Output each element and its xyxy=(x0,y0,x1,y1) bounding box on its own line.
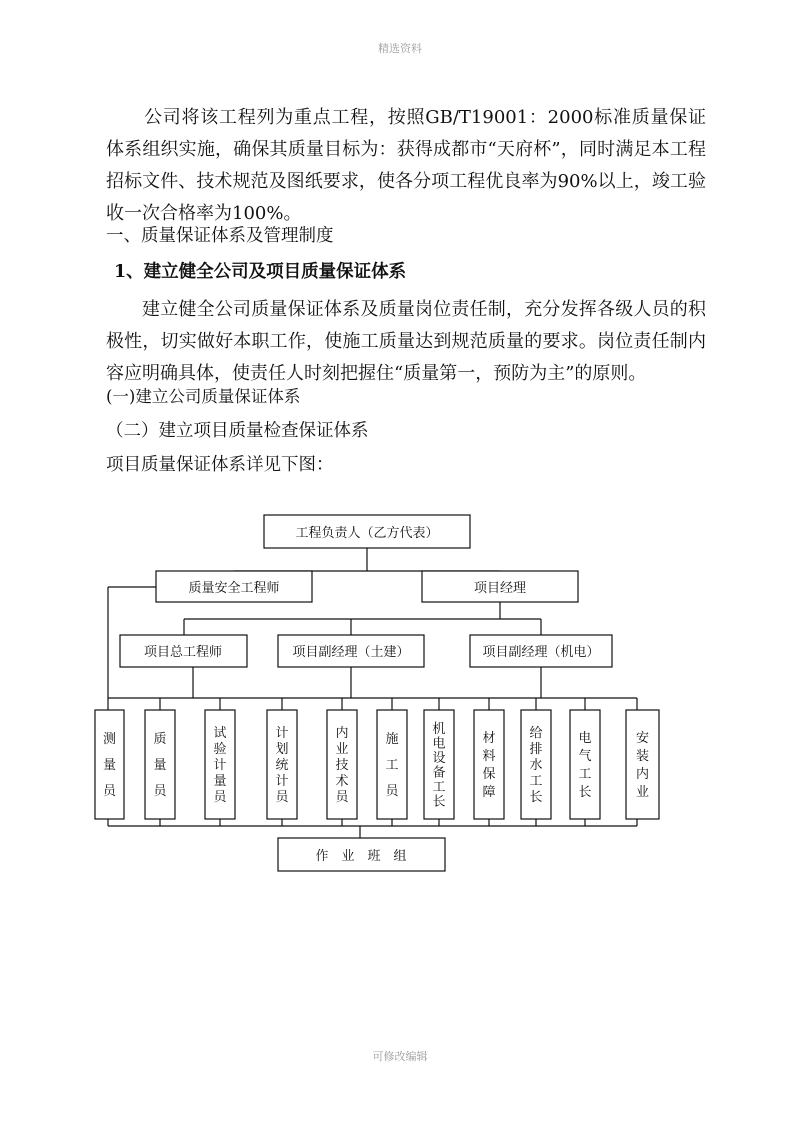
org-staff-char: 长 xyxy=(529,790,543,805)
footer-note: 可修改编辑 xyxy=(372,1050,428,1063)
org-staff-char: 业 xyxy=(635,785,650,800)
org-staff-char: 员 xyxy=(153,784,167,799)
org-node-work-team-label: 作 业 班 组 xyxy=(315,849,407,864)
org-staff-char: 质 xyxy=(153,732,167,747)
sub-heading-company: (一)建立公司质量保证体系 xyxy=(106,387,301,406)
org-staff-char: 统 xyxy=(275,758,289,773)
org-staff-char: 机 xyxy=(432,721,446,737)
org-staff-char: 电 xyxy=(578,731,592,746)
org-node-quality-engineer-label: 质量安全工程师 xyxy=(188,581,280,596)
org-node-chief-engineer xyxy=(120,635,247,667)
sub-heading-project: （二）建立项目质量检查保证体系 xyxy=(106,421,369,441)
org-staff-char: 保 xyxy=(482,767,496,782)
org-node-deputy-civil xyxy=(278,635,424,667)
org-staff-row xyxy=(95,710,659,819)
org-node-deputy-mep xyxy=(470,635,612,667)
org-staff-char: 长 xyxy=(432,794,446,810)
org-staff-char: 技 xyxy=(335,758,349,773)
org-node-deputy-mep-label: 项目副经理（机电） xyxy=(482,645,600,660)
org-staff-char: 材 xyxy=(482,731,496,746)
subsection-heading: 1、建立健全公司及项目质量保证体系 xyxy=(114,262,407,282)
section-heading: 一、质量保证体系及管理制度 xyxy=(106,226,334,246)
org-staff-char: 测 xyxy=(102,732,117,747)
org-node-top-label: 工程负责人（乙方代表） xyxy=(295,526,439,541)
org-node-project-manager-label: 项目经理 xyxy=(473,581,527,596)
org-staff-labels xyxy=(103,721,649,810)
org-staff-char: 内 xyxy=(335,726,349,741)
org-staff-char: 量 xyxy=(153,758,167,773)
org-staff-char: 试 xyxy=(213,726,227,741)
org-staff-char: 施 xyxy=(385,732,399,747)
org-staff-char: 划 xyxy=(275,742,289,757)
org-node-top xyxy=(264,515,470,548)
org-node-deputy-civil-label: 项目副经理（土建） xyxy=(292,645,410,660)
org-node-chief-engineer-label: 项目总工程师 xyxy=(143,645,223,660)
org-staff-char: 装 xyxy=(635,749,650,764)
org-node-project-manager xyxy=(422,571,578,602)
org-staff-char: 障 xyxy=(482,785,496,800)
org-staff-char: 气 xyxy=(578,749,592,764)
org-staff-char: 安 xyxy=(635,731,650,746)
system-paragraph: 建立健全公司质量保证体系及质量岗位责任制，充分发挥各级人员的积极性，切实做好本职工作，使施工质量达到规范质量的要求。岗位责任制内容应明确具体，使责任人时刻把握住“质量第一，预防为主”的原则。 xyxy=(106,299,706,384)
org-staff-char: 业 xyxy=(335,742,349,757)
org-staff-char: 计 xyxy=(275,726,289,741)
org-staff-char: 工 xyxy=(529,774,543,789)
org-staff-char: 给 xyxy=(529,726,543,741)
org-staff-char: 计 xyxy=(213,758,227,773)
org-staff-char: 料 xyxy=(482,749,496,764)
org-staff-char: 设 xyxy=(432,750,446,766)
intro-paragraph: 公司将该工程列为重点工程，按照GB/T19001：2000标准质量保证体系组织实施，确保其质量目标为：获得成都市“天府杯”，同时满足本工程招标文件、技术规范及图纸要求，使各分项工程优良率为90%以上，竣工验收一次合格率为100%。 xyxy=(106,107,706,224)
org-staff-char: 计 xyxy=(275,774,289,789)
org-node-quality-engineer xyxy=(156,571,312,602)
org-staff-char: 长 xyxy=(578,785,592,800)
org-node-work-team xyxy=(278,838,445,871)
org-staff-char: 员 xyxy=(275,790,289,805)
header-watermark: 精选资料 xyxy=(378,42,422,55)
chart-intro: 项目质量保证体系详见下图： xyxy=(106,455,334,475)
org-staff-char: 员 xyxy=(102,784,117,799)
org-staff-char: 量 xyxy=(102,758,117,773)
org-staff-char: 工 xyxy=(432,779,446,795)
org-staff-char: 备 xyxy=(432,765,446,781)
org-staff-char: 水 xyxy=(529,758,543,773)
org-staff-char: 验 xyxy=(213,742,227,757)
org-staff-char: 工 xyxy=(578,767,592,782)
org-staff-char: 员 xyxy=(335,790,349,805)
org-staff-char: 员 xyxy=(385,784,399,799)
org-staff-char: 排 xyxy=(529,742,543,757)
org-staff-char: 量 xyxy=(213,774,227,789)
org-staff-char: 内 xyxy=(635,767,650,782)
org-staff-char: 工 xyxy=(385,758,399,773)
org-staff-char: 电 xyxy=(432,736,446,752)
org-staff-char: 术 xyxy=(335,774,349,789)
org-staff-char: 员 xyxy=(213,790,227,805)
